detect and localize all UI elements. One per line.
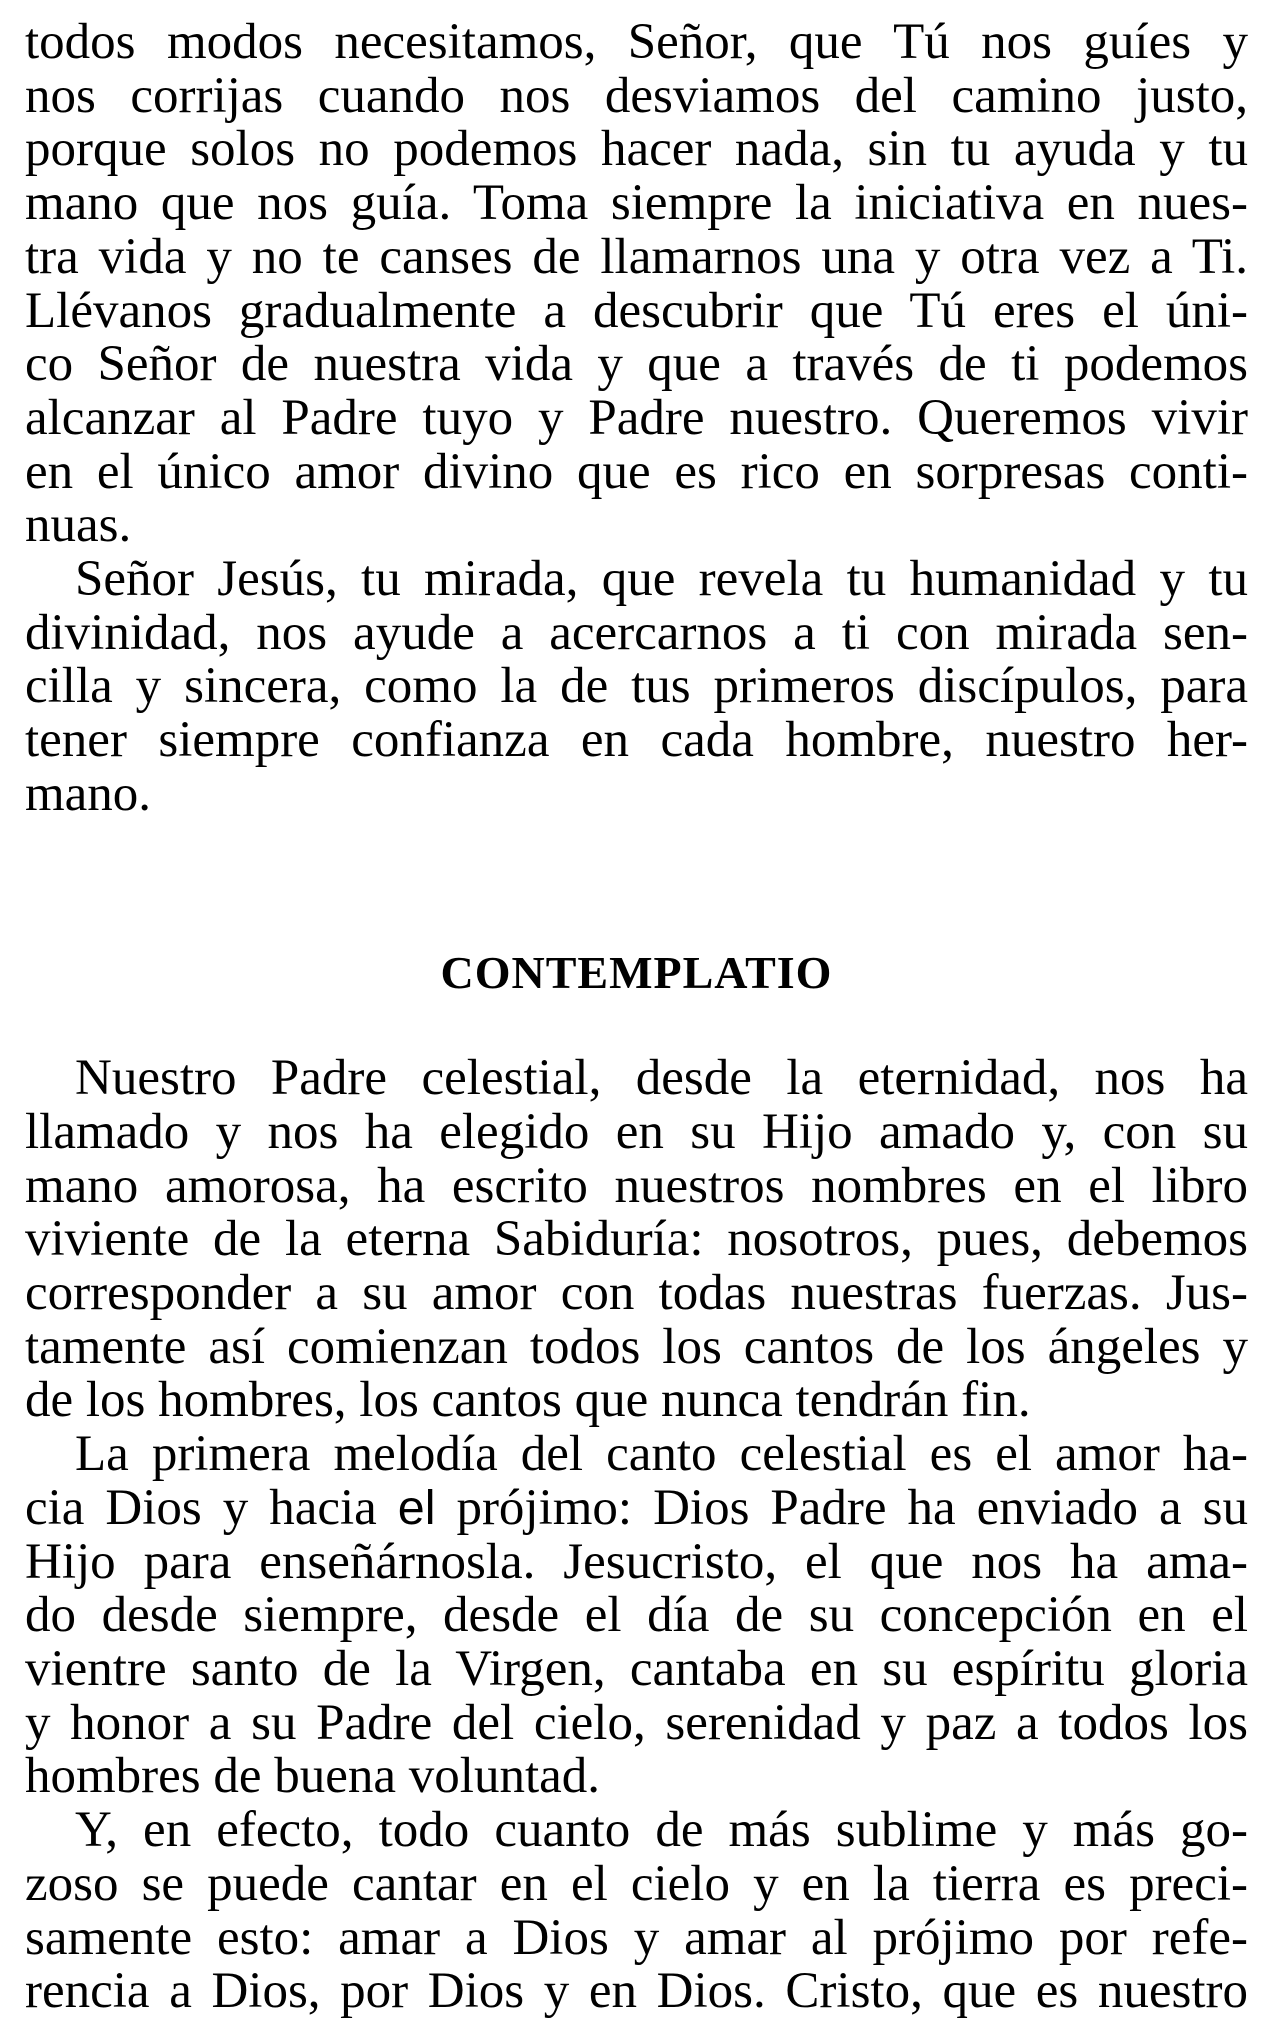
text-line: alcanzar al Padre tuyo y Padre nuestro. Queremos vivir bbox=[25, 389, 1248, 446]
text-line: mano. bbox=[25, 765, 152, 822]
text-column bbox=[25, 16, 1248, 2019]
text-line: Señor Jesús, tu mirada, que revela tu humanidad y tu bbox=[75, 551, 1248, 608]
text-line: en el único amor divino que es rico en sorpresas conti- bbox=[25, 443, 1248, 500]
text-run: cia Dios y hacia bbox=[25, 1479, 398, 1536]
text-run: prójimo: Dios Padre ha enviado a su bbox=[435, 1479, 1248, 1536]
text-line: corresponder a su amor con todas nuestras fuerzas. Jus- bbox=[25, 1265, 1248, 1322]
text-line: de los hombres, los cantos que nunca tendrán fin. bbox=[25, 1372, 1031, 1429]
sans-styled-word: el bbox=[397, 1480, 436, 1535]
text-line: y honor a su Padre del cielo, serenidad y paz a todos los bbox=[25, 1694, 1248, 1751]
text-line: rencia a Dios, por Dios y en Dios. Cristo, que es nuestro bbox=[25, 1963, 1248, 2020]
section-heading: CONTEMPLATIO bbox=[440, 946, 833, 998]
text-line: divinidad, nos ayude a acercarnos a ti con mirada sen- bbox=[25, 604, 1248, 661]
text-line bbox=[25, 1479, 1248, 1536]
text-line: tener siempre confianza en cada hombre, nuestro her- bbox=[25, 712, 1248, 769]
text-line: tamente así comienzan todos los cantos de los ángeles y bbox=[25, 1318, 1248, 1375]
text-line: samente esto: amar a Dios y amar al prójimo por refe- bbox=[25, 1909, 1248, 1966]
text-line: Hijo para enseñárnosla. Jesucristo, el que nos ha ama- bbox=[25, 1533, 1248, 1590]
text-line: nos corrijas cuando nos desviamos del camino justo, bbox=[25, 67, 1248, 124]
text-line: zoso se puede cantar en el cielo y en la tierra es preci- bbox=[25, 1855, 1248, 1912]
text-line: hombres de buena voluntad. bbox=[25, 1748, 601, 1805]
text-line: Y, en efecto, todo cuanto de más sublime y más go- bbox=[75, 1802, 1248, 1859]
text-line: porque solos no podemos hacer nada, sin tu ayuda y tu bbox=[25, 121, 1248, 178]
text-line: mano que nos guía. Toma siempre la iniciativa en nues- bbox=[25, 175, 1248, 232]
text-line: todos modos necesitamos, Señor, que Tú nos guíes y bbox=[25, 14, 1248, 70]
text-line: nuas. bbox=[25, 497, 132, 554]
text-line: La primera melodía del canto celestial es el amor ha- bbox=[75, 1426, 1248, 1483]
text-line: cilla y sincera, como la de tus primeros discípulos, para bbox=[25, 658, 1248, 715]
text-line: Nuestro Padre celestial, desde la eternidad, nos ha bbox=[75, 1050, 1248, 1107]
text-line: Llévanos gradualmente a descubrir que Tú eres el úni- bbox=[25, 282, 1248, 339]
text-line: viviente de la eterna Sabiduría: nosotros, pues, debemos bbox=[25, 1211, 1248, 1268]
text-line: mano amorosa, ha escrito nuestros nombres en el libro bbox=[25, 1157, 1248, 1214]
text-line: tra vida y no te canses de llamarnos una y otra vez a Ti. bbox=[25, 228, 1248, 285]
text-line: llamado y nos ha elegido en su Hijo amado y, con su bbox=[25, 1103, 1248, 1160]
text-line: vientre santo de la Virgen, cantaba en su espíritu gloria bbox=[25, 1640, 1248, 1697]
text-line: co Señor de nuestra vida y que a través de ti podemos bbox=[25, 336, 1248, 393]
text-line: do desde siempre, desde el día de su concepción en el bbox=[25, 1587, 1248, 1644]
